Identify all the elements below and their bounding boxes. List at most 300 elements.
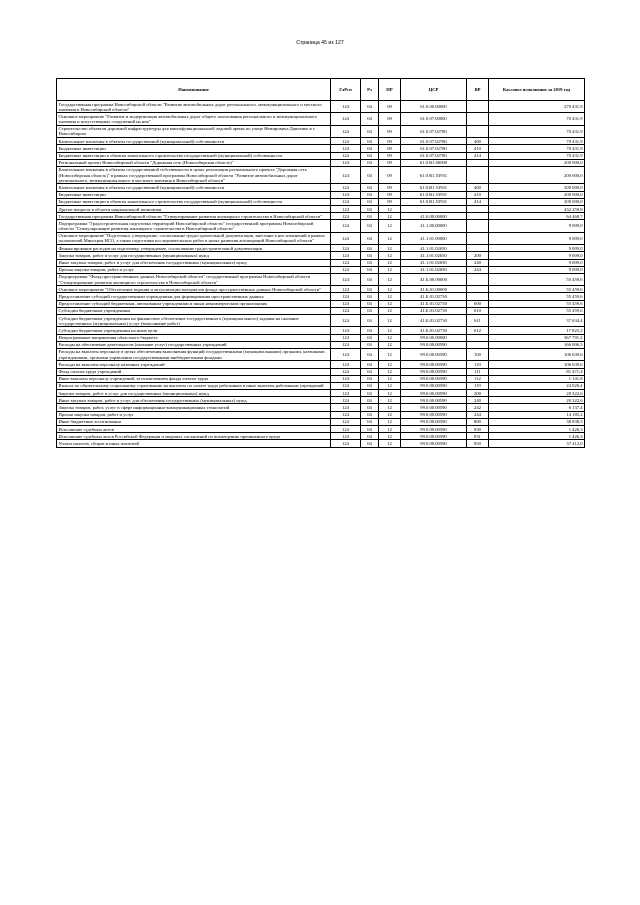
cell-glrsp: 124: [331, 166, 361, 184]
table-row: [57, 198, 585, 205]
cell-amount: 200 000,0: [489, 166, 585, 184]
cell-csr: 41.1.01.02650: [401, 259, 467, 266]
cell-name: Подпрограмма "Градостроительная подготовка территорий Новосибирской области" государственной программы Новосибирской области "Стимулирование развития жилищного строительства в Новосибирской области": [57, 220, 331, 232]
cell-glrsp: 124: [331, 184, 361, 191]
cell-csr: 41.Б.01.02730: [401, 307, 467, 314]
table-row: [57, 273, 585, 285]
table-row: [57, 213, 585, 220]
cell-amount: 9 009,0: [489, 220, 585, 232]
cell-glrsp: 124: [331, 206, 361, 213]
cell-vr: 110: [467, 361, 489, 368]
table-row: [57, 348, 585, 360]
cell-vr: [467, 213, 489, 220]
cell-vr: [467, 286, 489, 293]
cell-glrsp: 124: [331, 232, 361, 244]
cell-amount: 20 322,6: [489, 397, 585, 404]
cell-pr: 09: [379, 125, 401, 137]
cell-vr: 831: [467, 433, 489, 440]
cell-amount: 9 009,0: [489, 266, 585, 273]
cell-rz: 04: [361, 368, 379, 375]
cell-pr: 09: [379, 138, 401, 145]
cell-rz: 04: [361, 113, 379, 125]
cell-glrsp: 124: [331, 411, 361, 418]
cell-name: Бюджетные инвестиции в объекты капитального строительства государственной (муниципальной) собственности: [57, 198, 331, 205]
table-row: [57, 382, 585, 389]
cell-glrsp: 124: [331, 327, 361, 334]
cell-rz: 04: [361, 159, 379, 166]
cell-rz: 04: [361, 426, 379, 433]
cell-vr: 200: [467, 390, 489, 397]
cell-glrsp: 124: [331, 101, 361, 113]
cell-rz: 04: [361, 266, 379, 273]
cell-name: Взносы по обязательному социальному страхованию на выплаты по оплате труда работников и иные выплаты работникам учреждений: [57, 382, 331, 389]
table-row: [57, 397, 585, 404]
table-row: [57, 315, 585, 327]
cell-pr: 12: [379, 426, 401, 433]
cell-csr: 99.0.00.00590: [401, 382, 467, 389]
cell-name: Субсидии бюджетным учреждениям на иные цели: [57, 327, 331, 334]
cell-amount: 1 426,3: [489, 433, 585, 440]
cell-pr: 12: [379, 252, 401, 259]
cell-glrsp: 124: [331, 433, 361, 440]
cell-csr: 41.Б.01.00000: [401, 286, 467, 293]
cell-csr: 41.1.01.02650: [401, 252, 467, 259]
cell-rz: 04: [361, 145, 379, 152]
cell-amount: 6 137,4: [489, 404, 585, 411]
cell-glrsp: 124: [331, 418, 361, 425]
cell-csr: 99.0.00.00000: [401, 334, 467, 341]
cell-pr: 09: [379, 101, 401, 113]
cell-csr: 61.0.00.00000: [401, 101, 467, 113]
table-row: [57, 368, 585, 375]
cell-csr: 41.1.00.00000: [401, 220, 467, 232]
cell-vr: [467, 341, 489, 348]
cell-name: Основное мероприятие "Обеспечение ведения и актуализации материалов фонда пространственных данных Новосибирской области": [57, 286, 331, 293]
cell-csr: 99.0.00.00590: [401, 426, 467, 433]
cell-amount: 200 000,0: [489, 198, 585, 205]
cell-csr: 99.0.00.00590: [401, 411, 467, 418]
cell-pr: 12: [379, 382, 401, 389]
cell-rz: 04: [361, 184, 379, 191]
cell-csr: 99.0.00.00590: [401, 433, 467, 440]
cell-vr: 414: [467, 198, 489, 205]
cell-glrsp: 124: [331, 198, 361, 205]
cell-glrsp: 124: [331, 245, 361, 252]
cell-glrsp: 124: [331, 307, 361, 314]
cell-csr: 41.Б.01.02730: [401, 315, 467, 327]
cell-rz: 04: [361, 273, 379, 285]
cell-pr: 09: [379, 198, 401, 205]
cell-name: Капитальные вложения в объекты государственной (муниципальной) собственности: [57, 184, 331, 191]
cell-pr: 09: [379, 166, 401, 184]
cell-csr: 41.1.01.00000: [401, 232, 467, 244]
cell-rz: 04: [361, 327, 379, 334]
cell-glrsp: 124: [331, 382, 361, 389]
table-row: [57, 341, 585, 348]
cell-vr: [467, 113, 489, 125]
cell-rz: 04: [361, 166, 379, 184]
cell-pr: 12: [379, 307, 401, 314]
cell-rz: 04: [361, 198, 379, 205]
table-header-row: [57, 79, 585, 101]
cell-amount: 432 259,8: [489, 206, 585, 213]
cell-rz: 04: [361, 213, 379, 220]
cell-name: Расходы на выплаты персоналу казенных учреждений: [57, 361, 331, 368]
cell-name: Региональный проект Новосибирской области "Дорожная сеть (Новосибирская область)": [57, 159, 331, 166]
cell-glrsp: 124: [331, 334, 361, 341]
table-row: [57, 404, 585, 411]
table-row: [57, 101, 585, 113]
cell-csr: 41.0.00.00000: [401, 213, 467, 220]
cell-vr: [467, 273, 489, 285]
cell-pr: 12: [379, 293, 401, 300]
cell-pr: 09: [379, 152, 401, 159]
cell-csr: 99.0.00.00590: [401, 404, 467, 411]
cell-vr: [467, 220, 489, 232]
cell-amount: 55 459,6: [489, 293, 585, 300]
cell-vr: 400: [467, 184, 489, 191]
cell-amount: 20 322,6: [489, 390, 585, 397]
cell-pr: 09: [379, 159, 401, 166]
cell-name: Капитальные вложения в объекты государственной собственности в целях реализации регионального проекта "Дорожная сеть (Новосибирская область)" в рамках государственной программы Новосибирской области "Развитие автомобильных дорог регионального, межмуниципального и местного значения в Новосибирской области": [57, 166, 331, 184]
cell-amount: 37 412,0: [489, 440, 585, 447]
cell-csr: 99.0.00.00590: [401, 368, 467, 375]
cell-name: Закупка товаров, работ, услуг в сфере информационно-коммуникационных технологий: [57, 404, 331, 411]
cell-pr: 12: [379, 433, 401, 440]
header-vr: ВР: [467, 79, 489, 101]
cell-csr: 99.0.00.00590: [401, 440, 467, 447]
cell-name: Финансирование расходов на подготовку, утверждение, согласование градостроительной документации: [57, 245, 331, 252]
cell-name: Закупка товаров, работ и услуг для государственных (муниципальных) нужд: [57, 252, 331, 259]
cell-pr: 12: [379, 232, 401, 244]
cell-vr: [467, 334, 489, 341]
cell-vr: 410: [467, 191, 489, 198]
cell-name: Предоставление субсидий государственным учреждениям для формирования пространственных данных: [57, 293, 331, 300]
cell-amount: 9 009,0: [489, 252, 585, 259]
table-row: [57, 334, 585, 341]
cell-vr: 400: [467, 138, 489, 145]
table-row: [57, 184, 585, 191]
cell-csr: 41.Б.01.02730: [401, 293, 467, 300]
cell-vr: 850: [467, 440, 489, 447]
cell-csr: 99.0.00.00590: [401, 361, 467, 368]
cell-csr: [401, 206, 467, 213]
cell-vr: 111: [467, 368, 489, 375]
table-row: [57, 418, 585, 425]
cell-glrsp: 124: [331, 440, 361, 447]
cell-vr: 242: [467, 404, 489, 411]
cell-amount: 38 838,3: [489, 418, 585, 425]
table-row: [57, 411, 585, 418]
cell-glrsp: 124: [331, 368, 361, 375]
table-row: [57, 390, 585, 397]
cell-vr: 100: [467, 348, 489, 360]
cell-amount: 24 026,4: [489, 382, 585, 389]
table-row: [57, 191, 585, 198]
cell-pr: 12: [379, 411, 401, 418]
table-row: [57, 220, 585, 232]
header-csr: ЦСР: [401, 79, 467, 101]
cell-name: Иные выплаты персоналу учреждений, за исключением фонда оплаты труда: [57, 375, 331, 382]
cell-csr: 99.0.00.00590: [401, 348, 467, 360]
cell-name: Закупка товаров, работ и услуг для государственных (муниципальных) нужд: [57, 390, 331, 397]
cell-pr: 09: [379, 113, 401, 125]
cell-pr: 12: [379, 315, 401, 327]
cell-rz: 04: [361, 404, 379, 411]
cell-amount: 106 639,6: [489, 361, 585, 368]
cell-glrsp: 124: [331, 375, 361, 382]
cell-pr: 12: [379, 375, 401, 382]
page-number: Страница 45 из 127: [296, 40, 344, 46]
cell-rz: 04: [361, 232, 379, 244]
cell-rz: 04: [361, 307, 379, 314]
cell-rz: 04: [361, 418, 379, 425]
cell-csr: 99.0.00.00590: [401, 375, 467, 382]
cell-pr: 09: [379, 191, 401, 198]
table-row: [57, 293, 585, 300]
cell-pr: 09: [379, 184, 401, 191]
cell-pr: 12: [379, 266, 401, 273]
cell-name: Предоставление субсидий бюджетным, автономным учреждениям и иным некоммерческим организациям: [57, 300, 331, 307]
table-row: [57, 433, 585, 440]
table-row: [57, 245, 585, 252]
cell-name: Непрограммные направления областного бюджета: [57, 334, 331, 341]
cell-glrsp: 124: [331, 138, 361, 145]
cell-glrsp: 124: [331, 152, 361, 159]
cell-amount: 166 006,5: [489, 341, 585, 348]
cell-name: Другие вопросы в области национальной экономики: [57, 206, 331, 213]
cell-rz: 04: [361, 259, 379, 266]
cell-pr: 12: [379, 361, 401, 368]
table-row: [57, 266, 585, 273]
cell-name: Строительство объектов дорожной инфраструктуры для многофункциональной ледовой арены по улице Немировича Данченко в г. Новосибирске: [57, 125, 331, 137]
table-row: [57, 259, 585, 266]
cell-vr: 410: [467, 145, 489, 152]
cell-rz: 04: [361, 334, 379, 341]
cell-amount: 55 459,6: [489, 286, 585, 293]
cell-glrsp: 124: [331, 397, 361, 404]
cell-vr: 611: [467, 315, 489, 327]
cell-vr: 414: [467, 152, 489, 159]
cell-csr: 41.1.01.02650: [401, 245, 467, 252]
cell-name: Фонд оплаты труда учреждений: [57, 368, 331, 375]
cell-csr: 41.Б.01.02730: [401, 327, 467, 334]
table-row: [57, 152, 585, 159]
cell-pr: 12: [379, 348, 401, 360]
cell-glrsp: 124: [331, 191, 361, 198]
cell-glrsp: 124: [331, 259, 361, 266]
cell-csr: 61.0.07.02780: [401, 145, 467, 152]
cell-csr: 99.0.00.00590: [401, 418, 467, 425]
cell-amount: 64 468,7: [489, 213, 585, 220]
cell-amount: 1 141,8: [489, 375, 585, 382]
cell-pr: 12: [379, 368, 401, 375]
cell-amount: 55 459,6: [489, 273, 585, 285]
cell-vr: 244: [467, 411, 489, 418]
cell-name: Государственная программа Новосибирской области "Стимулирование развития жилищного строительства в Новосибирской области": [57, 213, 331, 220]
header-name: Наименование: [57, 79, 331, 101]
cell-amount: 70 431,9: [489, 113, 585, 125]
table-row: [57, 286, 585, 293]
cell-name: Капитальные вложения в объекты государственной (муниципальной) собственности: [57, 138, 331, 145]
table-row: [57, 232, 585, 244]
cell-glrsp: 124: [331, 404, 361, 411]
cell-amount: 106 639,6: [489, 348, 585, 360]
cell-name: Бюджетные инвестиции: [57, 191, 331, 198]
cell-vr: [467, 206, 489, 213]
table-row: [57, 300, 585, 307]
cell-csr: 61.0.R1.53931: [401, 191, 467, 198]
cell-glrsp: 124: [331, 159, 361, 166]
cell-glrsp: 124: [331, 266, 361, 273]
cell-glrsp: 124: [331, 341, 361, 348]
cell-glrsp: 124: [331, 293, 361, 300]
cell-csr: 61.0.07.02780: [401, 125, 467, 137]
cell-vr: 612: [467, 327, 489, 334]
cell-csr: 41.Б.01.02730: [401, 300, 467, 307]
cell-amount: 14 185,2: [489, 411, 585, 418]
cell-csr: 41.Б.00.00000: [401, 273, 467, 285]
cell-rz: 04: [361, 300, 379, 307]
cell-amount: 81 471,4: [489, 368, 585, 375]
cell-rz: 04: [361, 375, 379, 382]
cell-name: Субсидии бюджетным учреждениям на финансовое обеспечение государственного (муниципального) задания на оказание государственных (муниципальных) услуг (выполнение работ): [57, 315, 331, 327]
cell-amount: 17 825,2: [489, 327, 585, 334]
cell-rz: 04: [361, 138, 379, 145]
cell-name: Иные закупки товаров, работ и услуг для обеспечения государственных (муниципальных) нужд: [57, 259, 331, 266]
cell-name: Основное мероприятие "Развитие и модернизация автомобильных дорог общего пользования регионального и межмуниципального значения и искусственных сооружений на них": [57, 113, 331, 125]
cell-rz: 04: [361, 191, 379, 198]
cell-vr: 830: [467, 426, 489, 433]
cell-pr: 12: [379, 440, 401, 447]
cell-amount: 37 634,4: [489, 315, 585, 327]
cell-pr: 12: [379, 286, 401, 293]
cell-amount: 270 431,9: [489, 101, 585, 113]
table-row: [57, 125, 585, 137]
cell-glrsp: 124: [331, 113, 361, 125]
cell-amount: 55 459,6: [489, 307, 585, 314]
cell-amount: 200 000,0: [489, 191, 585, 198]
cell-glrsp: 124: [331, 213, 361, 220]
table-row: [57, 206, 585, 213]
cell-glrsp: 124: [331, 286, 361, 293]
cell-pr: 12: [379, 300, 401, 307]
cell-name: Государственная программа Новосибирской области "Развитие автомобильных дорог регионального, межмуниципального и местного значения в Новосибирской области": [57, 101, 331, 113]
cell-amount: 200 000,0: [489, 184, 585, 191]
cell-rz: 04: [361, 411, 379, 418]
cell-glrsp: 124: [331, 315, 361, 327]
cell-pr: 12: [379, 390, 401, 397]
cell-glrsp: 124: [331, 348, 361, 360]
cell-vr: [467, 245, 489, 252]
cell-amount: 9 009,0: [489, 232, 585, 244]
cell-pr: 12: [379, 213, 401, 220]
cell-glrsp: 124: [331, 300, 361, 307]
cell-amount: 70 431,9: [489, 138, 585, 145]
cell-rz: 04: [361, 433, 379, 440]
cell-vr: [467, 101, 489, 113]
cell-rz: 04: [361, 101, 379, 113]
cell-pr: 12: [379, 341, 401, 348]
header-cash-execution: Кассовое исполнение за 2019 год: [489, 79, 585, 101]
cell-rz: 04: [361, 382, 379, 389]
cell-csr: 61.0.R1.00000: [401, 159, 467, 166]
cell-vr: [467, 125, 489, 137]
table-row: [57, 159, 585, 166]
cell-rz: 04: [361, 293, 379, 300]
cell-vr: 800: [467, 418, 489, 425]
cell-amount: 70 431,9: [489, 125, 585, 137]
table-row: [57, 252, 585, 259]
cell-csr: 61.0.07.00000: [401, 113, 467, 125]
cell-amount: 9 009,0: [489, 245, 585, 252]
cell-name: Уплата налогов, сборов и иных платежей: [57, 440, 331, 447]
cell-rz: 04: [361, 348, 379, 360]
cell-rz: 04: [361, 286, 379, 293]
cell-csr: 61.0.R1.53931: [401, 184, 467, 191]
table-row: [57, 426, 585, 433]
cell-csr: 61.0.R1.53931: [401, 166, 467, 184]
cell-rz: 04: [361, 390, 379, 397]
cell-csr: 41.1.01.02650: [401, 266, 467, 273]
cell-glrsp: 124: [331, 145, 361, 152]
cell-rz: 04: [361, 397, 379, 404]
cell-amount: 200 000,0: [489, 159, 585, 166]
cell-vr: 119: [467, 382, 489, 389]
table-row: [57, 307, 585, 314]
cell-rz: 04: [361, 440, 379, 447]
cell-vr: [467, 166, 489, 184]
cell-pr: 12: [379, 220, 401, 232]
table-row: [57, 113, 585, 125]
cell-pr: 12: [379, 259, 401, 266]
cell-glrsp: 124: [331, 273, 361, 285]
table-row: [57, 440, 585, 447]
cell-name: Подпрограмма "Фонд пространственных данных Новосибирской области" государственной программы Новосибирской области "Стимулирование развития жилищного строительства в Новосибирской области": [57, 273, 331, 285]
cell-amount: 55 459,6: [489, 300, 585, 307]
cell-vr: 240: [467, 259, 489, 266]
cell-amount: 9 009,0: [489, 259, 585, 266]
cell-amount: 1 426,3: [489, 426, 585, 433]
cell-pr: 12: [379, 327, 401, 334]
cell-name: Расходы на выплаты персоналу в целях обеспечения выполнения функций государственными (муниципальными) органами, казенными учреждениями, органами управления государственными внебюджетными фондами: [57, 348, 331, 360]
cell-csr: 61.0.07.02780: [401, 152, 467, 159]
cell-vr: 240: [467, 397, 489, 404]
cell-rz: 04: [361, 206, 379, 213]
cell-csr: 99.0.00.00590: [401, 341, 467, 348]
cell-name: Исполнение судебных актов Российской Федерации и мировых соглашений по возмещению причиненного вреда: [57, 433, 331, 440]
cell-pr: 12: [379, 397, 401, 404]
cell-csr: 61.0.07.02780: [401, 138, 467, 145]
cell-vr: [467, 232, 489, 244]
budget-execution-table: [56, 78, 585, 448]
cell-vr: [467, 293, 489, 300]
cell-rz: 04: [361, 125, 379, 137]
header-rz: Рз: [361, 79, 379, 101]
cell-rz: 04: [361, 361, 379, 368]
table-row: [57, 145, 585, 152]
cell-pr: 12: [379, 418, 401, 425]
cell-name: Бюджетные инвестиции: [57, 145, 331, 152]
table-row: [57, 375, 585, 382]
cell-glrsp: 124: [331, 125, 361, 137]
cell-rz: 04: [361, 341, 379, 348]
table-row: [57, 327, 585, 334]
header-pr: ПР: [379, 79, 401, 101]
cell-rz: 04: [361, 245, 379, 252]
cell-glrsp: 124: [331, 426, 361, 433]
cell-pr: 12: [379, 206, 401, 213]
